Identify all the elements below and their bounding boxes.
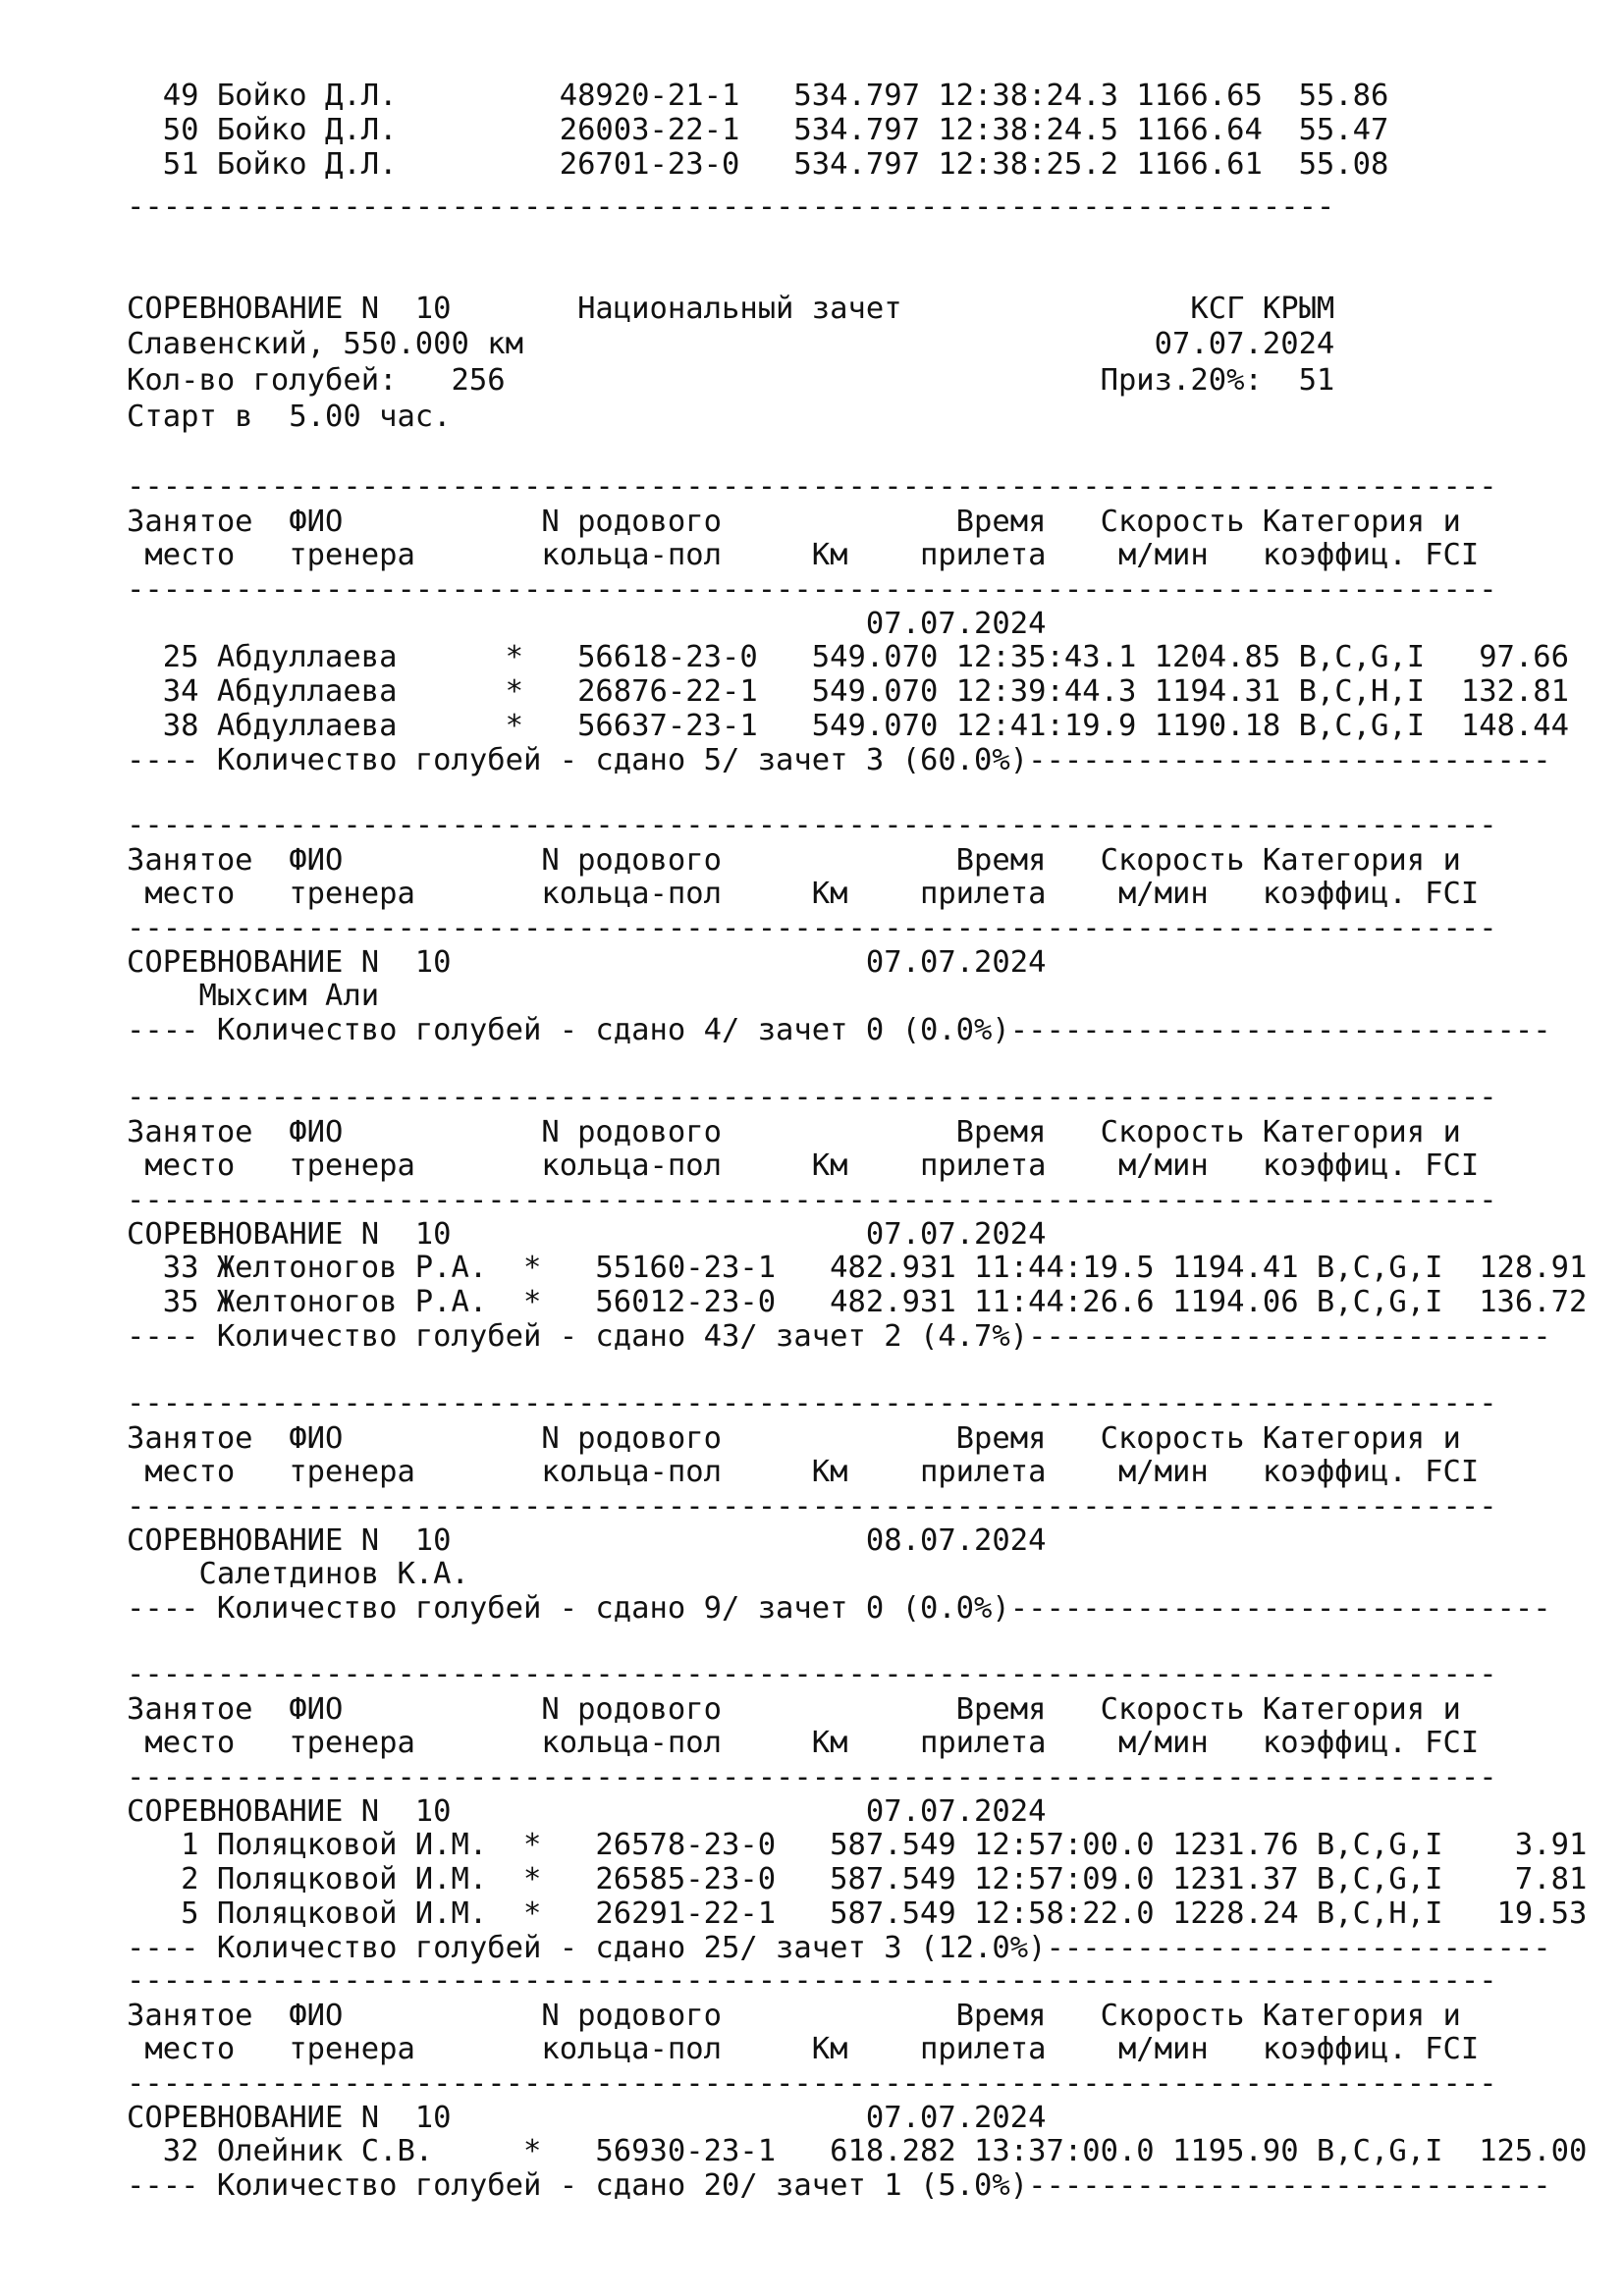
table-header-row1: Занятое ФИО N родового Время Скорость Категория и: [127, 843, 1461, 878]
divider-line: ----------------------------------------------------------------------------: [127, 572, 1497, 607]
result-row: 2 Поляцковой И.М. * 26585-23-0 587.549 12:57:09.0 1231.37 B,C,G,I 7.81: [127, 1862, 1588, 1896]
result-row: 1 Поляцковой И.М. * 26578-23-0 587.549 12:57:00.0 1231.76 B,C,G,I 3.91: [127, 1828, 1588, 1862]
section-summary: ---- Количество голубей - сдано 5/ зачет 3 (60.0%)-----------------------------: [127, 743, 1551, 777]
result-row: 51 Бойко Д.Л. 26701-23-0 534.797 12:38:25.2 1166.61 55.08: [127, 147, 1389, 182]
section-name: Салетдинов К.А.: [127, 1557, 469, 1591]
section-summary: ---- Количество голубей - сдано 25/ зачет 3 (12.0%)----------------------------: [127, 1931, 1551, 1965]
table-header-row1: Занятое ФИО N родового Время Скорость Категория и: [127, 1421, 1461, 1456]
result-row: 49 Бойко Д.Л. 48920-21-1 534.797 12:38:24.3 1166.65 55.86: [127, 79, 1389, 113]
competition-title: СОРЕВНОВАНИЕ N 10 Национальный зачет КСГ КРЫМ: [127, 292, 1335, 326]
table-header-row1: Занятое ФИО N родового Время Скорость Категория и: [127, 505, 1461, 539]
table-header-row2: место тренера кольца-пол Км прилета м/мин коэффиц. FCI: [127, 1726, 1480, 1760]
section-title: СОРЕВНОВАНИЕ N 10 07.07.2024: [127, 1217, 1047, 1252]
competition-count: Кол-во голубей: 256 Приз.20%: 51: [127, 363, 1335, 398]
divider-line: ----------------------------------------------------------------------------: [127, 1489, 1497, 1523]
section-title: СОРЕВНОВАНИЕ N 10 07.07.2024: [127, 1794, 1047, 1829]
section-date: 07.07.2024: [127, 607, 1047, 641]
result-row: 33 Желтоногов Р.А. * 55160-23-1 482.931 11:44:19.5 1194.41 B,C,G,I 128.91: [127, 1251, 1588, 1285]
table-header-row2: место тренера кольца-пол Км прилета м/мин коэффиц. FCI: [127, 538, 1480, 572]
divider-line: ----------------------------------------------------------------------------: [127, 1760, 1497, 1794]
result-row: 25 Абдуллаева * 56618-23-0 549.070 12:35:43.1 1204.85 B,C,G,I 97.66: [127, 640, 1570, 674]
divider-line: ----------------------------------------------------------------------------: [127, 1080, 1497, 1114]
table-header-row1: Занятое ФИО N родового Время Скорость Категория и: [127, 1692, 1461, 1727]
result-row: 35 Желтоногов Р.А. * 56012-23-0 482.931 11:44:26.6 1194.06 B,C,G,I 136.72: [127, 1285, 1588, 1319]
divider-line: ----------------------------------------------------------------------------: [127, 1386, 1497, 1420]
section-summary: ---- Количество голубей - сдано 4/ зачет 0 (0.0%)------------------------------: [127, 1013, 1551, 1047]
result-row: 5 Поляцковой И.М. * 26291-22-1 587.549 12:58:22.0 1228.24 B,C,H,I 19.53: [127, 1896, 1588, 1931]
section-summary: ---- Количество голубей - сдано 43/ зачет 2 (4.7%)-----------------------------: [127, 1319, 1551, 1354]
section-title: СОРЕВНОВАНИЕ N 10 07.07.2024: [127, 945, 1047, 980]
divider-line: ----------------------------------------------------------------------------: [127, 911, 1497, 945]
divider-line: ----------------------------------------------------------------------------: [127, 808, 1497, 842]
divider-line: -------------------------------------------------------------------: [127, 189, 1335, 224]
section-title: СОРЕВНОВАНИЕ N 10 07.07.2024: [127, 2101, 1047, 2135]
section-summary: ---- Количество голубей - сдано 9/ зачет 0 (0.0%)------------------------------: [127, 1591, 1551, 1626]
table-header-row2: место тренера кольца-пол Км прилета м/мин коэффиц. FCI: [127, 877, 1480, 911]
section-title: СОРЕВНОВАНИЕ N 10 08.07.2024: [127, 1523, 1047, 1558]
table-header-row1: Занятое ФИО N родового Время Скорость Категория и: [127, 1999, 1461, 2033]
table-header-row1: Занятое ФИО N родового Время Скорость Категория и: [127, 1115, 1461, 1149]
divider-line: ----------------------------------------------------------------------------: [127, 1183, 1497, 1217]
divider-line: ----------------------------------------------------------------------------: [127, 1657, 1497, 1691]
section-summary: ---- Количество голубей - сдано 20/ зачет 1 (5.0%)-----------------------------: [127, 2168, 1551, 2203]
divider-line: ----------------------------------------------------------------------------: [127, 1963, 1497, 1998]
divider-line: ----------------------------------------------------------------------------: [127, 2066, 1497, 2101]
result-row: 38 Абдуллаева * 56637-23-1 549.070 12:41:19.9 1190.18 B,C,G,I 148.44: [127, 709, 1570, 743]
table-header-row2: место тренера кольца-пол Км прилета м/мин коэффиц. FCI: [127, 1455, 1480, 1489]
table-header-row2: место тренера кольца-пол Км прилета м/мин коэффиц. FCI: [127, 2032, 1480, 2066]
competition-place-date: Славенский, 550.000 км 07.07.2024: [127, 327, 1335, 361]
result-row: 50 Бойко Д.Л. 26003-22-1 534.797 12:38:24.5 1166.64 55.47: [127, 113, 1389, 147]
divider-line: ----------------------------------------------------------------------------: [127, 469, 1497, 504]
result-row: 34 Абдуллаева * 26876-22-1 549.070 12:39:44.3 1194.31 B,C,H,I 132.81: [127, 674, 1570, 709]
section-name: Мыхсим Али: [127, 979, 380, 1013]
competition-start: Старт в 5.00 час.: [127, 400, 452, 434]
result-row: 32 Олейник С.В. * 56930-23-1 618.282 13:37:00.0 1195.90 B,C,G,I 125.00: [127, 2134, 1588, 2168]
table-header-row2: место тренера кольца-пол Км прилета м/мин коэффиц. FCI: [127, 1148, 1480, 1183]
